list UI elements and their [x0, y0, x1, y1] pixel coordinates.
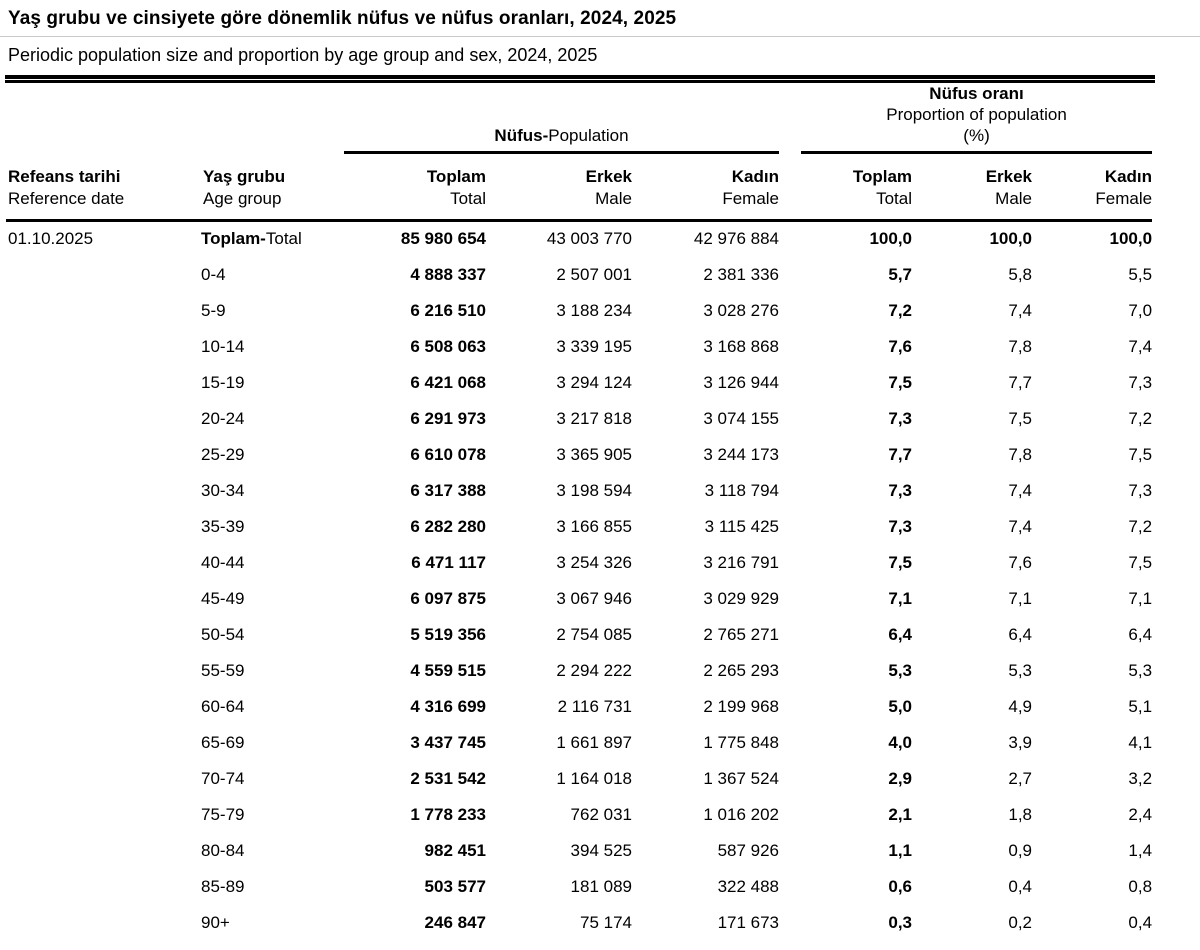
cell-population-male: 2 294 222 [556, 660, 632, 680]
column-header-row [6, 154, 1152, 221]
cell-proportion-female: 7,1 [1128, 588, 1153, 608]
cell-population-male: 2 754 085 [556, 624, 632, 644]
cell-population-total: 6 097 875 [410, 588, 486, 608]
cell-population-female: 2 765 271 [703, 624, 780, 644]
cell-population-male: 3 339 195 [556, 336, 632, 356]
cell-proportion-male: 7,8 [1008, 336, 1033, 356]
cell-proportion-female: 7,0 [1128, 300, 1153, 320]
cell-proportion-male: 3,9 [1008, 732, 1033, 752]
cell-population-male: 2 116 731 [557, 696, 632, 716]
cell-proportion-female: 5,5 [1128, 264, 1153, 284]
cell-reference-date [6, 509, 201, 545]
cell-population-female: 3 029 929 [703, 588, 780, 608]
cell-population-female: 1 016 202 [703, 804, 780, 824]
cell-proportion-total: 5,0 [888, 696, 913, 716]
cell-proportion-male: 5,3 [1008, 660, 1033, 680]
table-row [6, 833, 1152, 869]
cell-proportion-total: 7,1 [888, 588, 913, 608]
cell-population-total: 2 531 542 [410, 768, 486, 788]
cell-population-female: 3 126 944 [703, 372, 780, 392]
cell-age-group: Toplam-Total [201, 229, 302, 249]
cell-population-female: 587 926 [717, 840, 780, 860]
cell-proportion-female: 6,4 [1128, 624, 1153, 644]
colheader-pct-male: Erkek Male [912, 154, 1032, 221]
page-subtitle: Periodic population size and proportion by age group and sex, 2024, 2025 [8, 45, 598, 65]
cell-population-female: 2 381 336 [703, 264, 780, 284]
cell-proportion-total: 2,9 [888, 768, 913, 788]
table-row [6, 581, 1152, 617]
cell-proportion-female: 1,4 [1128, 840, 1153, 860]
table-row [6, 617, 1152, 653]
cell-reference-date [6, 689, 201, 725]
cell-proportion-female: 7,2 [1128, 408, 1153, 428]
cell-population-male: 394 525 [570, 840, 632, 860]
cell-population-male: 3 188 234 [556, 300, 632, 320]
colheader-pct-total: Toplam Total [779, 154, 912, 221]
cell-proportion-male: 4,9 [1008, 696, 1033, 716]
cell-reference-date [6, 401, 201, 437]
cell-population-male: 3 365 905 [556, 444, 632, 464]
cell-population-female: 3 074 155 [703, 408, 780, 428]
table-row [6, 509, 1152, 545]
cell-proportion-total: 5,3 [888, 660, 913, 680]
cell-proportion-total: 5,7 [888, 264, 913, 284]
cell-proportion-female: 7,5 [1128, 444, 1153, 464]
cell-proportion-male: 0,9 [1008, 840, 1033, 860]
cell-proportion-female: 7,4 [1128, 336, 1153, 356]
cell-age-group: 55-59 [201, 660, 245, 680]
cell-population-total: 982 451 [424, 840, 486, 860]
cell-age-group: 80-84 [201, 840, 245, 860]
table-row [6, 437, 1152, 473]
table-row [6, 221, 1152, 257]
cell-population-male: 2 507 001 [556, 264, 632, 284]
cell-reference-date [6, 797, 201, 833]
cell-reference-date [6, 617, 201, 653]
cell-proportion-total: 0,6 [888, 876, 913, 896]
cell-proportion-male: 7,4 [1008, 300, 1033, 320]
cell-population-male: 1 661 897 [556, 732, 632, 752]
cell-proportion-total: 7,3 [888, 408, 913, 428]
cell-age-group: 0-4 [201, 264, 226, 284]
table-row [6, 869, 1152, 905]
cell-population-male: 181 089 [570, 876, 632, 896]
cell-proportion-female: 100,0 [1109, 229, 1153, 249]
cell-population-male: 1 164 018 [556, 768, 632, 788]
cell-proportion-female: 5,3 [1128, 660, 1153, 680]
table-row [6, 689, 1152, 725]
cell-proportion-female: 7,3 [1128, 372, 1153, 392]
cell-population-male: 75 174 [580, 912, 632, 932]
cell-population-male: 3 254 326 [556, 552, 632, 572]
cell-reference-date [6, 257, 201, 293]
table-row [6, 473, 1152, 509]
table-row [6, 797, 1152, 833]
cell-proportion-male: 2,7 [1008, 768, 1033, 788]
cell-proportion-male: 1,8 [1008, 804, 1033, 824]
table-row [6, 329, 1152, 365]
cell-reference-date [6, 905, 201, 941]
cell-age-group: 65-69 [201, 732, 245, 752]
cell-reference-date [6, 293, 201, 329]
cell-population-total: 4 559 515 [410, 660, 486, 680]
cell-reference-date [6, 437, 201, 473]
table-body [6, 221, 1152, 941]
cell-proportion-total: 7,7 [888, 444, 913, 464]
cell-population-total: 5 519 356 [410, 624, 486, 644]
colheader-pop-total: Toplam Total [344, 154, 486, 221]
cell-proportion-total: 7,6 [888, 336, 913, 356]
cell-proportion-female: 0,4 [1128, 912, 1153, 932]
cell-population-total: 6 216 510 [410, 300, 486, 320]
cell-proportion-total: 7,5 [888, 372, 913, 392]
cell-reference-date [6, 581, 201, 617]
table-row [6, 761, 1152, 797]
header-thick-rule [5, 75, 1155, 83]
cell-proportion-total: 2,1 [888, 804, 913, 824]
cell-proportion-total: 7,3 [888, 516, 913, 536]
table-row [6, 905, 1152, 941]
colheader-age-group: Yaş grubu Age group [201, 154, 344, 221]
cell-population-total: 503 577 [424, 876, 486, 896]
cell-population-total: 1 778 233 [410, 804, 486, 824]
cell-age-group: 20-24 [201, 408, 245, 428]
cell-proportion-female: 2,4 [1128, 804, 1153, 824]
cell-proportion-male: 7,1 [1008, 588, 1033, 608]
cell-reference-date [6, 869, 201, 905]
cell-proportion-male: 100,0 [989, 229, 1033, 249]
cell-population-male: 3 067 946 [556, 588, 632, 608]
cell-proportion-male: 6,4 [1008, 624, 1033, 644]
cell-age-group: 25-29 [201, 444, 245, 464]
cell-population-male: 3 198 594 [556, 480, 632, 500]
cell-population-female: 3 028 276 [703, 300, 780, 320]
cell-proportion-total: 6,4 [888, 624, 913, 644]
group-label-proportion-tr: Nüfus oranı [929, 84, 1024, 103]
cell-proportion-total: 1,1 [888, 840, 913, 860]
cell-age-group: 70-74 [201, 768, 245, 788]
cell-population-female: 3 115 425 [704, 516, 780, 536]
cell-population-total: 6 317 388 [410, 480, 486, 500]
cell-reference-date [6, 365, 201, 401]
cell-age-group: 90+ [201, 912, 230, 932]
cell-proportion-male: 7,4 [1008, 480, 1033, 500]
population-table [6, 83, 1152, 941]
cell-proportion-total: 7,3 [888, 480, 913, 500]
cell-population-total: 6 282 280 [410, 516, 486, 536]
table-row [6, 401, 1152, 437]
cell-age-group: 75-79 [201, 804, 245, 824]
cell-proportion-male: 7,6 [1008, 552, 1033, 572]
group-header-spacer [6, 83, 344, 154]
cell-reference-date: 01.10.2025 [8, 229, 94, 249]
cell-population-male: 762 031 [570, 804, 632, 824]
cell-proportion-male: 7,8 [1008, 444, 1033, 464]
cell-population-female: 3 216 791 [703, 552, 780, 572]
cell-population-female: 3 244 173 [703, 444, 780, 464]
group-header-proportion [779, 83, 1152, 154]
table-row [6, 653, 1152, 689]
cell-population-total: 4 316 699 [410, 696, 486, 716]
cell-population-male: 3 294 124 [556, 372, 632, 392]
cell-reference-date [6, 761, 201, 797]
cell-proportion-male: 7,5 [1008, 408, 1033, 428]
cell-population-total: 6 610 078 [410, 444, 486, 464]
cell-proportion-female: 7,2 [1128, 516, 1153, 536]
cell-population-total: 6 508 063 [410, 336, 486, 356]
cell-reference-date [6, 473, 201, 509]
group-header-row [6, 83, 1152, 154]
cell-age-group: 15-19 [201, 372, 245, 392]
cell-proportion-female: 7,5 [1128, 552, 1153, 572]
cell-age-group: 35-39 [201, 516, 245, 536]
table-row [6, 725, 1152, 761]
table-row [6, 365, 1152, 401]
cell-proportion-female: 7,3 [1128, 480, 1153, 500]
cell-age-group: 60-64 [201, 696, 245, 716]
cell-population-male: 3 217 818 [556, 408, 632, 428]
cell-age-group: 40-44 [201, 552, 245, 572]
cell-proportion-female: 0,8 [1128, 876, 1153, 896]
cell-reference-date [6, 329, 201, 365]
cell-proportion-female: 5,1 [1128, 696, 1153, 716]
cell-proportion-male: 7,7 [1008, 372, 1033, 392]
cell-population-female: 3 168 868 [703, 336, 780, 356]
cell-population-total: 3 437 745 [410, 732, 486, 752]
page-title: Yaş grubu ve cinsiyete göre dönemlik nüfus ve nüfus oranları, 2024, 2025 [8, 8, 677, 29]
cell-proportion-female: 3,2 [1128, 768, 1153, 788]
cell-proportion-female: 4,1 [1128, 732, 1153, 752]
cell-population-female: 3 118 794 [704, 480, 780, 500]
group-header-population [344, 83, 779, 154]
cell-age-group: 45-49 [201, 588, 245, 608]
cell-reference-date [6, 833, 201, 869]
cell-population-total: 4 888 337 [410, 264, 486, 284]
colheader-pop-male: Erkek Male [486, 154, 632, 221]
table-row [6, 545, 1152, 581]
cell-population-total: 6 471 117 [411, 552, 486, 572]
cell-age-group: 10-14 [201, 336, 245, 356]
cell-age-group: 5-9 [201, 300, 226, 320]
cell-reference-date [6, 653, 201, 689]
colheader-pop-female: Kadın Female [632, 154, 779, 221]
group-label-proportion-en: Proportion of population [886, 105, 1067, 124]
cell-population-total: 6 421 068 [410, 372, 486, 392]
cell-reference-date [6, 725, 201, 761]
group-label-population-tr: Nüfus- [494, 126, 549, 145]
cell-reference-date [6, 545, 201, 581]
cell-population-female: 2 199 968 [703, 696, 780, 716]
group-label-population-en: Population [548, 126, 629, 145]
cell-proportion-male: 7,4 [1008, 516, 1033, 536]
cell-proportion-total: 7,2 [888, 300, 913, 320]
cell-proportion-male: 5,8 [1008, 264, 1033, 284]
cell-population-female: 2 265 293 [703, 660, 780, 680]
cell-population-male: 43 003 770 [546, 229, 632, 249]
cell-proportion-total: 7,5 [888, 552, 913, 572]
cell-population-male: 3 166 855 [556, 516, 632, 536]
cell-age-group: 85-89 [201, 876, 245, 896]
cell-age-group: 50-54 [201, 624, 245, 644]
group-label-proportion-unit: (%) [963, 126, 990, 145]
cell-proportion-male: 0,2 [1008, 912, 1033, 932]
cell-proportion-total: 100,0 [869, 229, 913, 249]
cell-population-female: 171 673 [717, 912, 780, 932]
cell-population-total: 6 291 973 [410, 408, 486, 428]
table-row [6, 257, 1152, 293]
cell-population-total: 85 980 654 [400, 229, 486, 249]
cell-proportion-male: 0,4 [1008, 876, 1033, 896]
cell-population-female: 1 367 524 [703, 768, 780, 788]
table-row [6, 293, 1152, 329]
cell-population-female: 322 488 [717, 876, 780, 896]
cell-population-female: 42 976 884 [693, 229, 780, 249]
cell-age-group: 30-34 [201, 480, 245, 500]
cell-proportion-total: 4,0 [888, 732, 913, 752]
cell-population-female: 1 775 848 [703, 732, 780, 752]
colheader-pct-female: Kadın Female [1032, 154, 1152, 221]
cell-proportion-total: 0,3 [888, 912, 913, 932]
cell-population-total: 246 847 [424, 912, 486, 932]
colheader-reference-date: Refeans tarihi Reference date [6, 154, 201, 221]
